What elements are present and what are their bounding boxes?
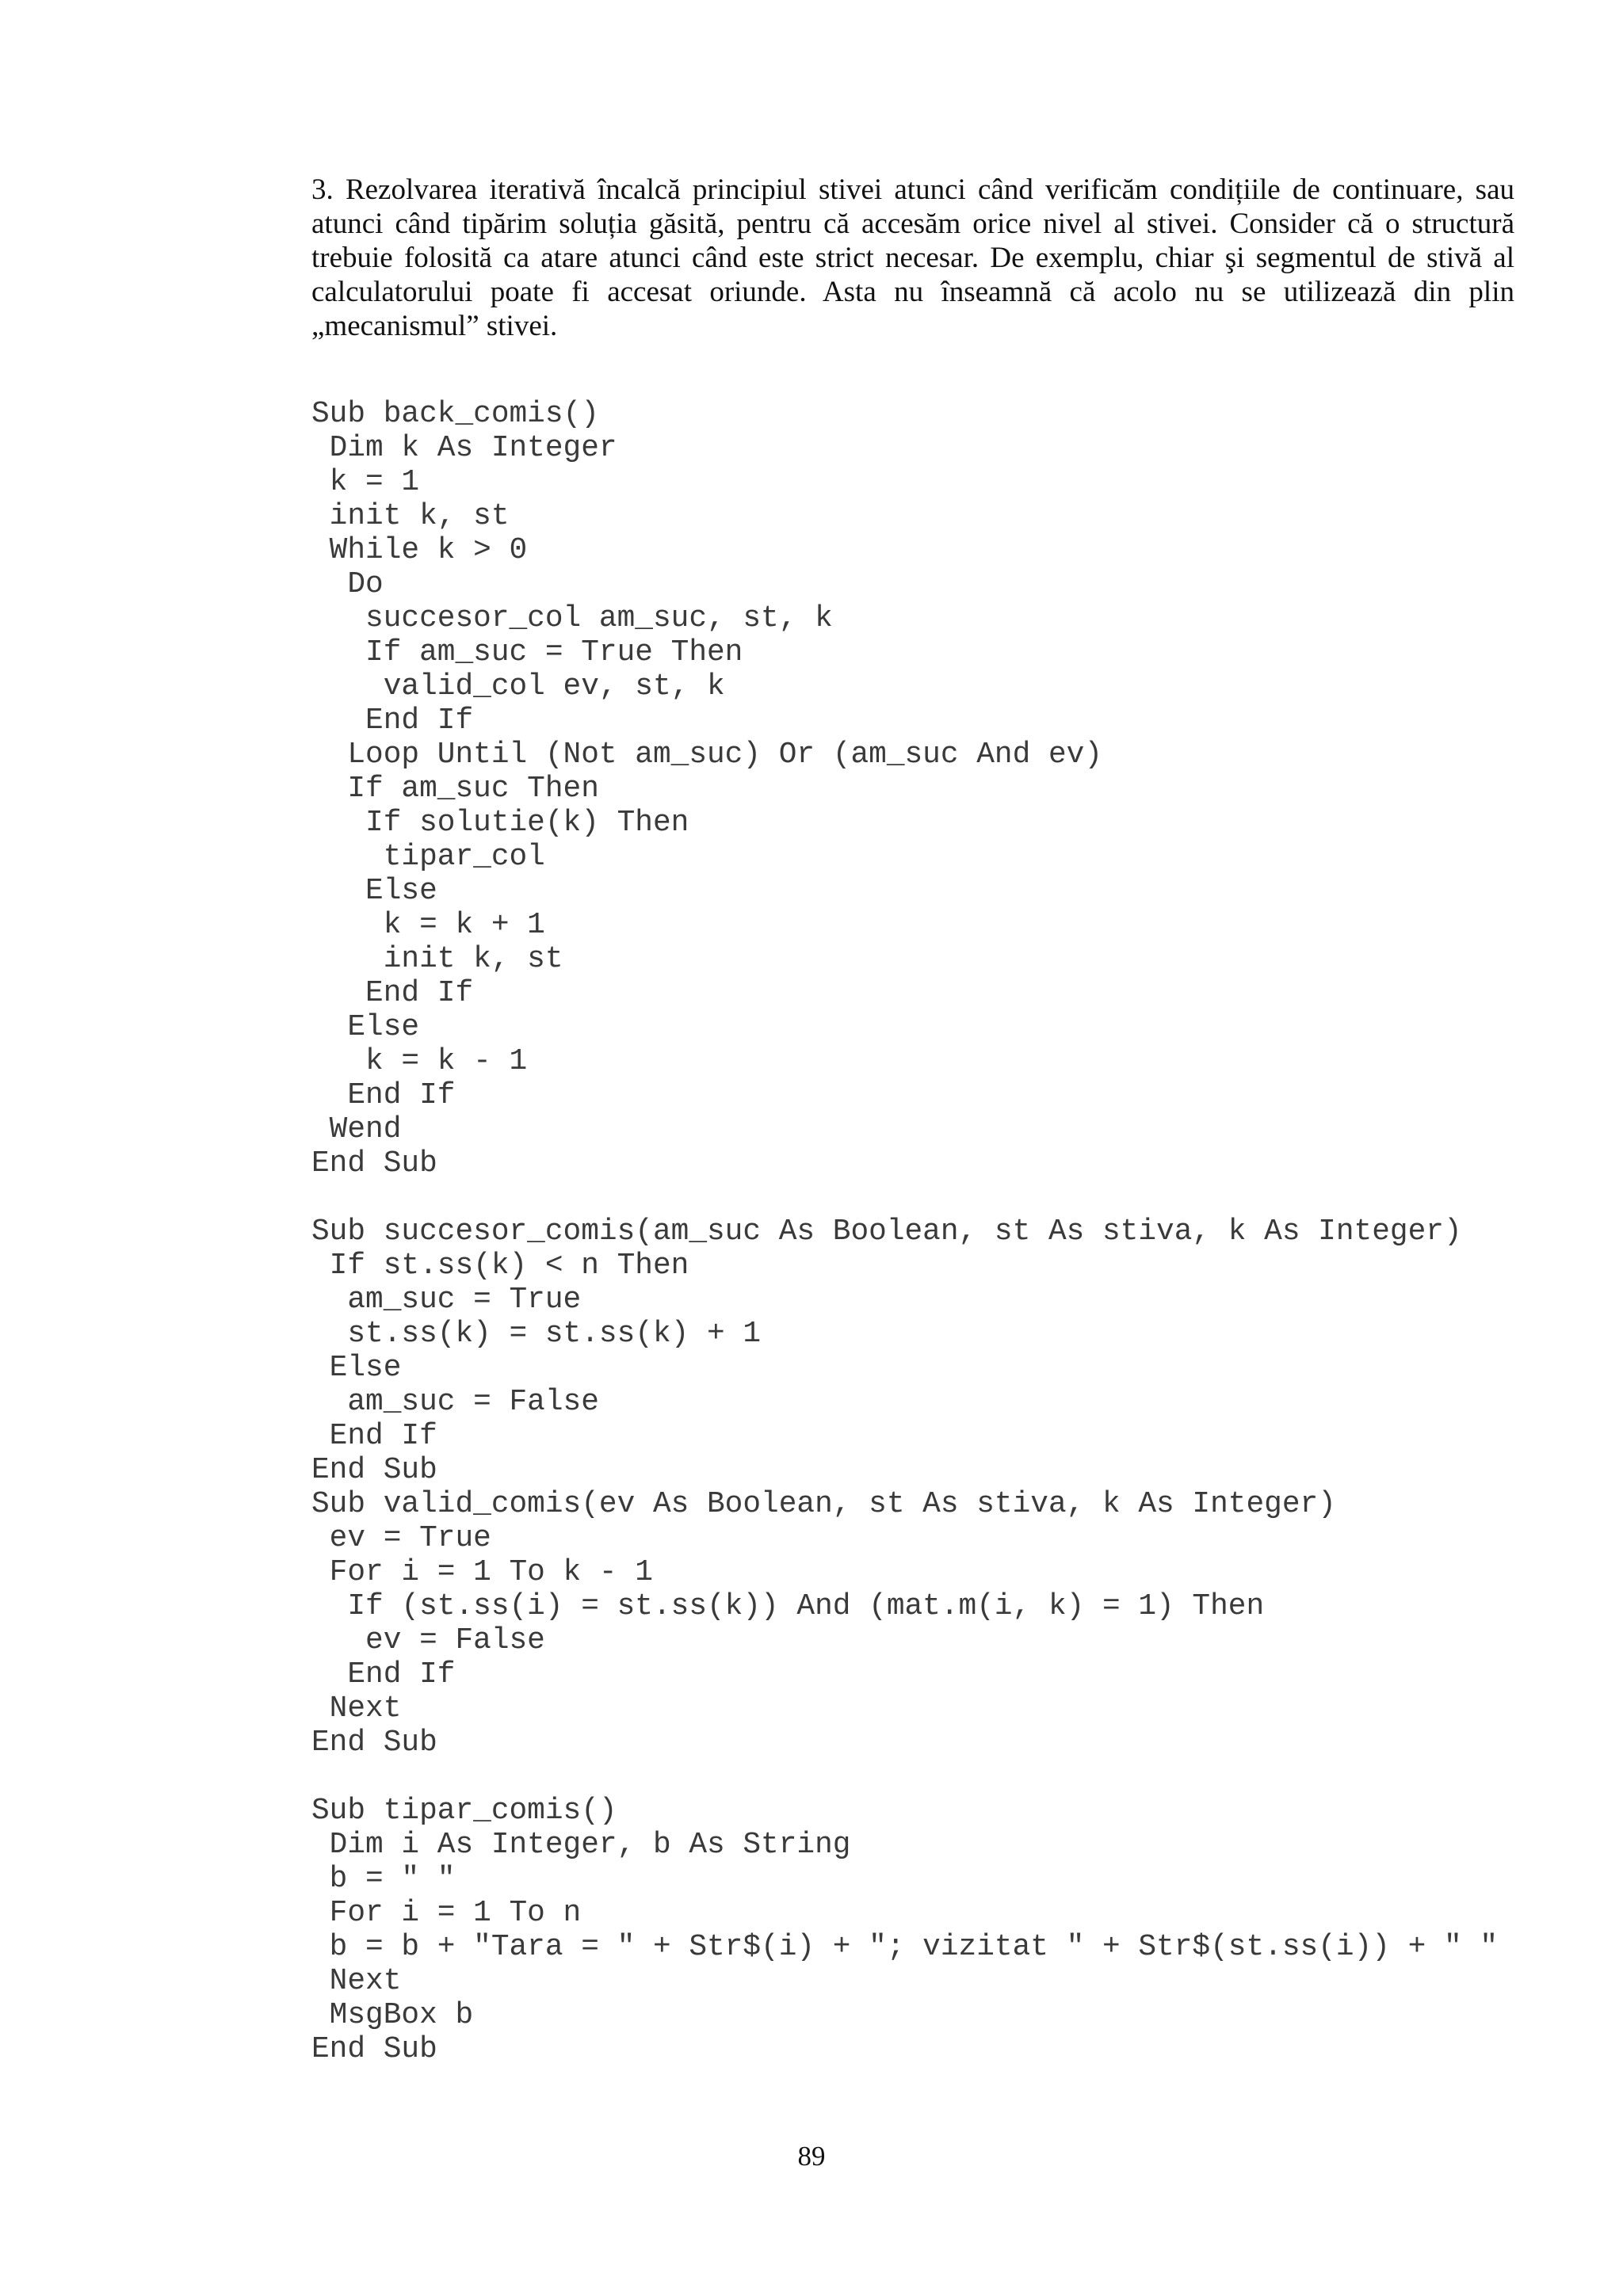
code-line: tipar_col: [311, 841, 545, 874]
code-line: End If: [311, 1079, 456, 1112]
code-line: st.ss(k) = st.ss(k) + 1: [311, 1318, 762, 1351]
code-line: ev = True: [311, 1522, 491, 1555]
code-line: End Sub: [311, 1726, 437, 1760]
code-block: [311, 1794, 1498, 2067]
code-line: Do: [311, 568, 384, 601]
code-line: am_suc = False: [311, 1386, 599, 1419]
code-line: Dim i As Integer, b As String: [311, 1829, 851, 1862]
code-line: If st.ss(k) < n Then: [311, 1249, 689, 1283]
code-block-gap: [311, 1760, 1498, 1794]
code-line: Wend: [311, 1113, 402, 1146]
code-line: Next: [311, 1692, 402, 1726]
code-line: Dim k As Integer: [311, 432, 617, 465]
code-line: If (st.ss(i) = st.ss(k)) And (mat.m(i, k) = 1) Then: [311, 1590, 1265, 1623]
code-line: End If: [311, 704, 474, 738]
code-line: Sub succesor_comis(am_suc As Boolean, st As stiva, k As Integer): [311, 1215, 1462, 1249]
code-line: If am_suc = True Then: [311, 636, 743, 669]
code-line: Sub tipar_comis(): [311, 1794, 617, 1828]
intro-paragraph: 3. Rezolvarea iterativă încalcă principiul stivei atunci când verificăm condițiile de continuare, sau atunci când tipărim soluția găsită, pentru că accesăm orice nivel al stivei. Consider că o structură trebuie folosită ca atare atunci când este strict necesar. De exemplu, chiar şi segmentul de stivă al calculatorului poate fi accesat oriunde. Asta nu înseamnă că acolo nu se utilizează din plin „mecanismul” stivei.: [311, 174, 1514, 342]
code-line: If solutie(k) Then: [311, 807, 689, 840]
code-block: [311, 1215, 1498, 1760]
code-line: For i = 1 To n: [311, 1897, 582, 1930]
code-line: b = b + "Tara = " + Str$(i) + "; vizitat " + Str$(st.ss(i)) + " ": [311, 1931, 1499, 1964]
code-line: If am_suc Then: [311, 772, 599, 806]
code-line: End Sub: [311, 1454, 437, 1487]
code-line: Sub back_comis(): [311, 398, 599, 431]
code-line: End If: [311, 977, 474, 1010]
page-number: 89: [797, 2141, 826, 2172]
code-line: MsgBox b: [311, 1999, 474, 2032]
code-line: succesor_col am_suc, st, k: [311, 602, 833, 635]
code-line: Else: [311, 875, 437, 908]
code-line: valid_col ev, st, k: [311, 670, 725, 704]
code-line: Sub valid_comis(ev As Boolean, st As stiva, k As Integer): [311, 1488, 1336, 1521]
code-line: Else: [311, 1011, 420, 1044]
code-line: k = k - 1: [311, 1045, 528, 1078]
code-listing: [311, 398, 1498, 2067]
code-line: b = " ": [311, 1863, 456, 1896]
code-line: ev = False: [311, 1624, 545, 1657]
code-line: k = 1: [311, 466, 420, 499]
code-block: [311, 398, 1498, 1181]
code-line: init k, st: [311, 500, 510, 533]
code-line: While k > 0: [311, 534, 528, 567]
code-line: init k, st: [311, 943, 563, 976]
code-line: Else: [311, 1352, 402, 1385]
code-line: End If: [311, 1420, 437, 1453]
code-line: k = k + 1: [311, 909, 545, 942]
code-line: Loop Until (Not am_suc) Or (am_suc And ev): [311, 738, 1103, 772]
code-line: am_suc = True: [311, 1283, 582, 1317]
code-block-gap: [311, 1181, 1498, 1215]
code-line: Next: [311, 1965, 402, 1998]
code-line: End Sub: [311, 2033, 437, 2066]
code-line: End If: [311, 1658, 456, 1691]
code-line: End Sub: [311, 1147, 437, 1180]
code-line: For i = 1 To k - 1: [311, 1556, 653, 1589]
